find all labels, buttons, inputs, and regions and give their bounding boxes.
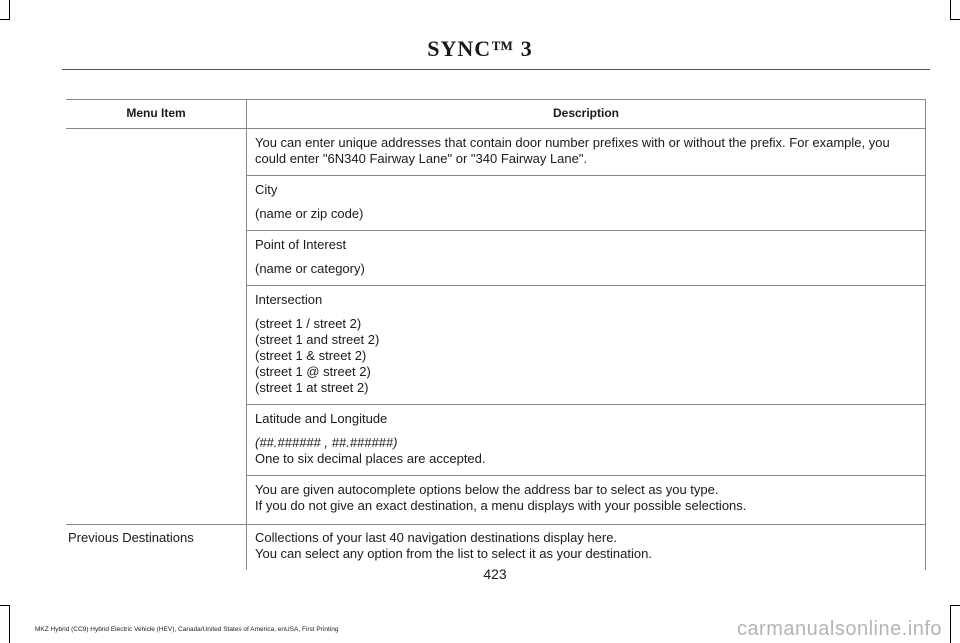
block-title: City [255, 182, 278, 197]
block-text: You are given autocomplete options below the address bar to select as you type. [255, 482, 719, 497]
block-title: Point of Interest [255, 237, 347, 252]
table-row [66, 129, 926, 525]
description-block-door-prefix [247, 129, 925, 176]
column-header-menu-item: Menu Item [66, 100, 247, 129]
description-cell [247, 525, 926, 571]
description-block-intersection [247, 286, 925, 405]
menu-item-cell: Previous Destinations [66, 525, 247, 571]
page-title: SYNC™ 3 [427, 36, 533, 61]
footer-text: MKZ Hybrid (CC9) Hybrid Electric Vehicle (HEV), Canada/United States of America, enUSA, First Printing [35, 626, 339, 633]
block-text: You can select any option from the list to select it as your destination. [255, 546, 652, 561]
intersection-format-line: (street 1 and street 2) [255, 332, 380, 347]
header-rule [62, 69, 930, 70]
watermark: carmanualsonline.info [736, 618, 942, 640]
block-text: One to six decimal places are accepted. [255, 451, 486, 466]
intersection-format-line: (street 1 @ street 2) [255, 364, 371, 379]
crop-mark-top-left-v [9, 0, 10, 20]
block-text: If you do not give an exact destination, a menu displays with your possible selections. [255, 498, 747, 513]
column-header-description: Description [247, 100, 926, 129]
crop-mark-top-right-h [950, 19, 960, 20]
description-block-autocomplete [247, 476, 925, 524]
coordinate-format: (##.###### , ##.######) [255, 435, 398, 450]
crop-mark-bottom-right-v [950, 605, 951, 643]
page-number: 423 [483, 566, 507, 582]
block-text: Collections of your last 40 navigation destinations display here. [255, 530, 618, 545]
description-block-lat-long [247, 405, 925, 476]
block-title: Latitude and Longitude [255, 411, 388, 426]
crop-mark-bottom-left-v [9, 605, 10, 643]
block-text: (name or category) [255, 261, 365, 276]
block-lines [255, 482, 917, 514]
intersection-format-line: (street 1 at street 2) [255, 380, 369, 395]
crop-mark-bottom-right-h [950, 605, 960, 606]
block-lines [255, 316, 917, 396]
crop-mark-top-left-h [0, 19, 10, 20]
description-table [66, 99, 926, 570]
description-block-previous-destinations [247, 525, 925, 570]
menu-item-cell [66, 129, 247, 525]
description-block-poi [247, 231, 925, 286]
block-lines [255, 435, 917, 467]
intersection-format-line: (street 1 & street 2) [255, 348, 367, 363]
description-block-city [247, 176, 925, 231]
description-cell [247, 129, 926, 525]
block-text: (name or zip code) [255, 206, 364, 221]
intersection-format-line: (street 1 / street 2) [255, 316, 362, 331]
description-text: You can enter unique addresses that contain door number prefixes with or without the prefix. For example, you could enter "6N340 Fairway Lane" or "340 Fairway Lane". [255, 135, 890, 166]
crop-mark-bottom-left-h [0, 605, 10, 606]
crop-mark-top-right-v [950, 0, 951, 20]
table-row [66, 525, 926, 571]
block-title: Intersection [255, 292, 323, 307]
